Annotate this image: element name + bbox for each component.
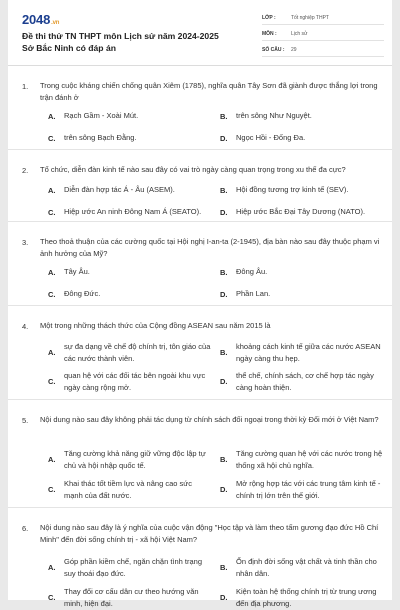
- meta-value: Tốt nghiệp THPT: [291, 15, 329, 21]
- option-text[interactable]: khoảng cách kinh tế giữa các nước ASEAN ngày càng thu hẹp.: [236, 342, 381, 363]
- option-letter[interactable]: C.: [48, 377, 56, 386]
- option-letter[interactable]: C.: [48, 485, 56, 494]
- meta-row-subject: [262, 28, 384, 41]
- option-text[interactable]: Tăng cường quan hệ với các nước trong hệ thống xã hội chủ nghĩa.: [236, 449, 383, 470]
- option-letter[interactable]: B.: [220, 268, 228, 277]
- question-item: [8, 66, 392, 150]
- option-text[interactable]: trên sông Bạch Đằng.: [64, 133, 137, 142]
- question-text: Trong cuộc kháng chiến chống quân Xiêm (1785), nghĩa quân Tây Sơn đã giành được thắng lợi trong trận đánh ở: [40, 81, 378, 102]
- option-letter[interactable]: C.: [48, 290, 56, 299]
- site-logo[interactable]: [22, 12, 59, 27]
- option-letter[interactable]: A.: [48, 455, 56, 464]
- option-text[interactable]: Ổn định đời sống vật chất và tinh thần cho nhân dân.: [236, 557, 377, 578]
- option-letter[interactable]: C.: [48, 134, 56, 143]
- option-letter[interactable]: D.: [220, 208, 228, 217]
- question-item: [8, 400, 392, 508]
- option-text[interactable]: quan hệ với các đối tác bên ngoài khu vực ngày càng rộng mở.: [64, 371, 206, 392]
- option-letter[interactable]: D.: [220, 485, 228, 494]
- logo-sub-text: .vn: [51, 20, 60, 26]
- option-letter[interactable]: A.: [48, 563, 56, 572]
- option-text[interactable]: Hội đồng tương trợ kinh tế (SEV).: [236, 185, 349, 194]
- question-text: Tổ chức, diễn đàn kinh tế nào sau đây có vai trò ngày càng quan trọng trong xu thế đa cực?: [40, 165, 346, 174]
- exam-meta: [262, 12, 384, 60]
- logo-main-text: 2048: [22, 12, 51, 27]
- exam-page: [8, 0, 392, 608]
- option-text[interactable]: Diễn đàn hợp tác Á - Âu (ASEM).: [64, 185, 175, 194]
- question-item: [8, 150, 392, 222]
- option-letter[interactable]: B.: [220, 455, 228, 464]
- meta-value: 29: [291, 47, 297, 53]
- option-text[interactable]: Đông Âu.: [236, 267, 268, 276]
- option-letter[interactable]: D.: [220, 290, 228, 299]
- option-text[interactable]: thể chế, chính sách, cơ chế hợp tác ngày càng hoàn thiện.: [236, 371, 374, 392]
- meta-row-count: [262, 44, 384, 57]
- option-letter[interactable]: B.: [220, 563, 228, 572]
- option-text[interactable]: trên sông Như Nguyệt.: [236, 111, 312, 120]
- question-item: [8, 306, 392, 400]
- option-text[interactable]: Góp phần kiềm chế, ngăn chặn tình trạng suy thoái đạo đức.: [64, 557, 203, 578]
- option-letter[interactable]: B.: [220, 112, 228, 121]
- option-text[interactable]: Thay đổi cơ cấu dân cư theo hướng văn minh, hiện đại.: [64, 587, 199, 608]
- option-letter[interactable]: C.: [48, 593, 56, 602]
- question-text: Theo thoả thuận của các cường quốc tại Hội nghị I-an-ta (2-1945), địa bàn nào sau đây thuộc phạm vi ảnh hưởng của Mỹ?: [40, 237, 380, 258]
- option-letter[interactable]: B.: [220, 348, 228, 357]
- option-text[interactable]: Tây Âu.: [64, 267, 90, 276]
- meta-label: MÔN :: [262, 31, 277, 37]
- option-text[interactable]: Rạch Gầm - Xoài Mút.: [64, 111, 139, 120]
- option-text[interactable]: Khai thác tốt tiềm lực và nâng cao sức mạnh của đất nước.: [64, 479, 193, 500]
- question-text: Nội dung nào sau đây là ý nghĩa của cuộc vận động "Học tập và làm theo tấm gương đạo đức Hồ Chí Minh" đến đời sống chính trị - xã hội Việt Nam?: [40, 523, 379, 544]
- option-text[interactable]: Đông Đức.: [64, 289, 101, 298]
- option-letter[interactable]: D.: [220, 593, 228, 602]
- option-text[interactable]: Phần Lan.: [236, 289, 271, 298]
- question-list: [8, 66, 392, 608]
- option-letter[interactable]: A.: [48, 348, 56, 357]
- option-letter[interactable]: D.: [220, 377, 228, 386]
- option-text[interactable]: Hiệp ước Bắc Đại Tây Dương (NATO).: [236, 207, 366, 216]
- option-text[interactable]: Ngọc Hồi - Đống Đa.: [236, 133, 306, 142]
- option-letter[interactable]: A.: [48, 112, 56, 121]
- meta-label: LỚP :: [262, 15, 276, 21]
- option-text[interactable]: Tăng cường khả năng giữ vững độc lập tự chủ và hội nhập quốc tế.: [64, 449, 206, 470]
- exam-header: [8, 0, 392, 66]
- question-item: [8, 508, 392, 608]
- question-number: 6.: [22, 524, 29, 533]
- question-number: 4.: [22, 322, 29, 331]
- option-text[interactable]: Kiện toàn hệ thống chính trị từ trung ương đến địa phương.: [236, 587, 377, 608]
- question-text: Nội dung nào sau đây không phải tác dụng từ chính sách đối ngoại trong thời kỳ Đổi mới ở Việt Nam?: [40, 415, 379, 424]
- question-number: 5.: [22, 416, 29, 425]
- option-letter[interactable]: C.: [48, 208, 56, 217]
- option-letter[interactable]: B.: [220, 186, 228, 195]
- question-number: 1.: [22, 82, 29, 91]
- meta-row-class: [262, 12, 384, 25]
- option-text[interactable]: sự đa dạng về chế độ chính trị, tôn giáo của các nước thành viên.: [64, 342, 211, 363]
- exam-title: Đề thi thử TN THPT môn Lịch sử năm 2024-2025 Sở Bắc Ninh có đáp án: [22, 31, 219, 53]
- question-number: 2.: [22, 166, 29, 175]
- option-letter[interactable]: D.: [220, 134, 228, 143]
- option-text[interactable]: Hiệp ước An ninh Đông Nam Á (SEATO).: [64, 207, 202, 216]
- question-text: Một trong những thách thức của Cộng đồng ASEAN sau năm 2015 là: [40, 321, 271, 330]
- option-letter[interactable]: A.: [48, 186, 56, 195]
- option-letter[interactable]: A.: [48, 268, 56, 277]
- meta-value: Lịch sử: [291, 31, 308, 37]
- option-text[interactable]: Mở rộng hợp tác với các trung tâm kinh tế - chính trị lớn trên thế giới.: [236, 479, 381, 500]
- question-number: 3.: [22, 238, 29, 247]
- meta-label: SỐ CÂU :: [262, 47, 285, 53]
- question-item: [8, 222, 392, 306]
